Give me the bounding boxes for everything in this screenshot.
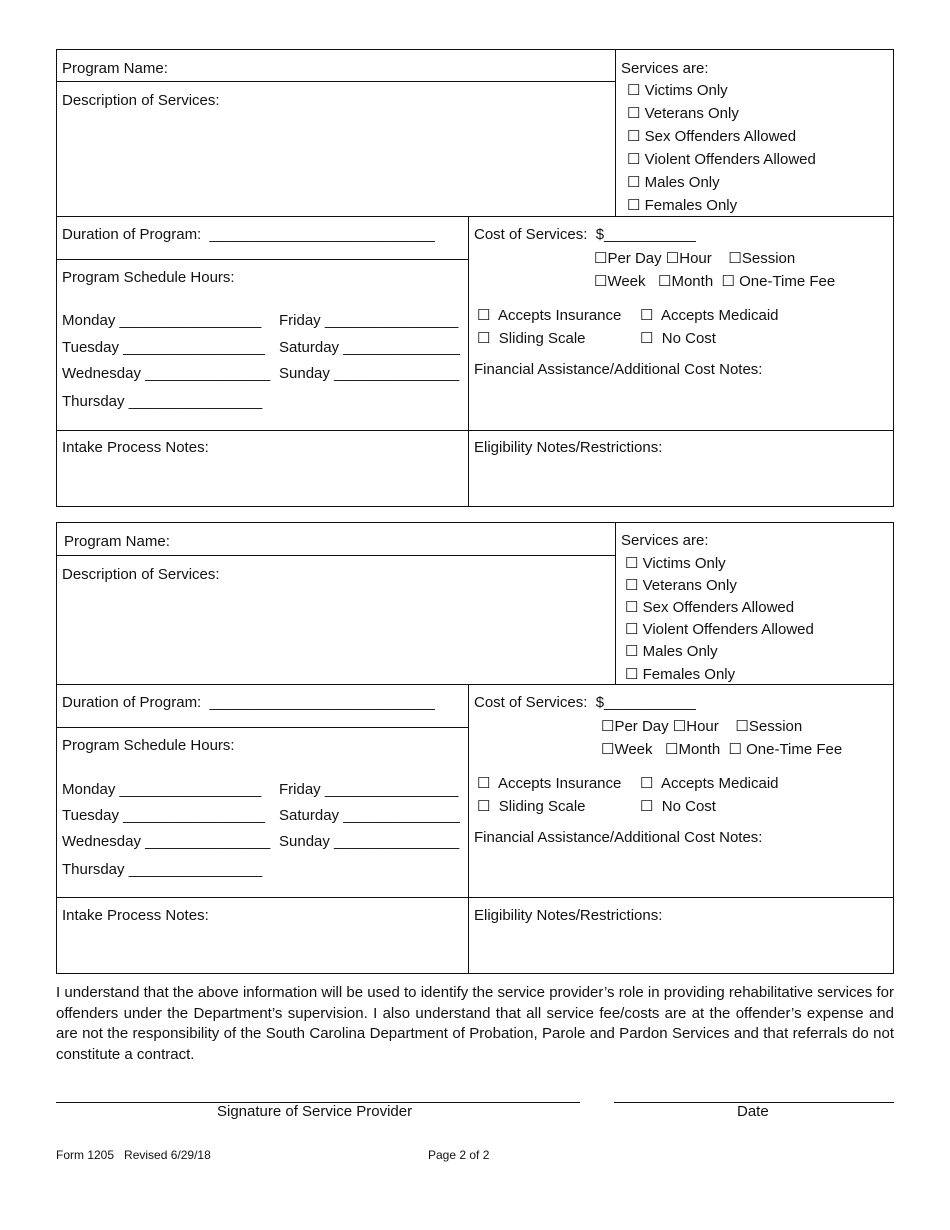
thursday-field[interactable]: Thursday ________________ [62, 393, 263, 410]
services-are-label: Services are: [621, 532, 709, 549]
thursday-field[interactable]: Thursday ________________ [62, 861, 263, 878]
checkbox-accepts-insurance[interactable]: ☐ Accepts Insurance [477, 775, 622, 792]
page-number: Page 2 of 2 [428, 1148, 490, 1162]
checkbox-sex-offenders[interactable]: ☐ Sex Offenders Allowed [627, 128, 797, 145]
cost-field[interactable]: Cost of Services: $___________ [474, 226, 696, 243]
program-name-label: Program Name: [64, 533, 170, 550]
divider [57, 430, 893, 431]
cost-units-row-2[interactable]: ☐Week ☐Month ☐ One-Time Fee [594, 273, 836, 290]
monday-field[interactable]: Monday _________________ [62, 781, 262, 798]
form-number: Form 1205 Revised 6/29/18 [56, 1148, 211, 1162]
monday-field[interactable]: Monday _________________ [62, 312, 262, 329]
intake-notes-label: Intake Process Notes: [62, 907, 209, 924]
tuesday-field[interactable]: Tuesday _________________ [62, 807, 265, 824]
divider [57, 897, 893, 898]
financial-notes-label: Financial Assistance/Additional Cost Notes: [474, 361, 763, 378]
divider [57, 81, 615, 82]
wednesday-field[interactable]: Wednesday _______________ [62, 833, 271, 850]
checkbox-no-cost[interactable]: ☐ No Cost [640, 330, 716, 347]
cost-units-row-2[interactable]: ☐Week ☐Month ☐ One-Time Fee [601, 741, 843, 758]
wednesday-field[interactable]: Wednesday _______________ [62, 365, 271, 382]
checkbox-violent-offenders[interactable]: ☐ Violent Offenders Allowed [627, 151, 816, 168]
checkbox-sex-offenders[interactable]: ☐ Sex Offenders Allowed [625, 599, 795, 616]
saturday-field[interactable]: Saturday ______________ [279, 807, 460, 824]
divider [57, 259, 468, 260]
acknowledgement-statement: I understand that the above information will be used to identify the service provider’s role in providing rehabilitative services for offenders under the Department’s supervision. I also understand that all service fee/costs are at the offender’s expense and are not the responsibility of the South Carolina Department of Probation, Parole and Pardon Services and that referrals do not constitute a contract. [56, 984, 894, 1063]
friday-field[interactable]: Friday ________________ [279, 312, 459, 329]
checkbox-victims-only[interactable]: ☐ Victims Only [625, 555, 726, 572]
eligibility-notes-label: Eligibility Notes/Restrictions: [474, 907, 663, 924]
divider [57, 684, 893, 685]
cost-units-row-1[interactable]: ☐Per Day ☐Hour ☐Session [601, 718, 803, 735]
services-are-label: Services are: [621, 60, 709, 77]
checkbox-females-only[interactable]: ☐ Females Only [627, 197, 738, 214]
checkbox-males-only[interactable]: ☐ Males Only [625, 643, 718, 660]
sunday-field[interactable]: Sunday _______________ [279, 365, 460, 382]
date-label: Date [737, 1103, 769, 1120]
eligibility-notes-label: Eligibility Notes/Restrictions: [474, 439, 663, 456]
schedule-label: Program Schedule Hours: [62, 269, 235, 286]
divider [615, 523, 616, 684]
checkbox-no-cost[interactable]: ☐ No Cost [640, 798, 716, 815]
divider [615, 50, 616, 216]
description-label: Description of Services: [62, 566, 220, 583]
program-form-2 [56, 522, 894, 974]
sunday-field[interactable]: Sunday _______________ [279, 833, 460, 850]
divider [57, 216, 893, 217]
checkbox-sliding-scale[interactable]: ☐ Sliding Scale [477, 798, 586, 815]
divider [57, 727, 468, 728]
duration-field[interactable]: Duration of Program: ___________________________ [62, 226, 435, 243]
financial-notes-label: Financial Assistance/Additional Cost Notes: [474, 829, 763, 846]
description-label: Description of Services: [62, 92, 220, 109]
divider [468, 216, 469, 506]
checkbox-females-only[interactable]: ☐ Females Only [625, 666, 736, 683]
checkbox-violent-offenders[interactable]: ☐ Violent Offenders Allowed [625, 621, 814, 638]
schedule-label: Program Schedule Hours: [62, 737, 235, 754]
checkbox-males-only[interactable]: ☐ Males Only [627, 174, 720, 191]
cost-units-row-1[interactable]: ☐Per Day ☐Hour ☐Session [594, 250, 796, 267]
checkbox-accepts-medicaid[interactable]: ☐ Accepts Medicaid [640, 775, 779, 792]
checkbox-veterans-only[interactable]: ☐ Veterans Only [627, 105, 739, 122]
checkbox-sliding-scale[interactable]: ☐ Sliding Scale [477, 330, 586, 347]
duration-field[interactable]: Duration of Program: ___________________________ [62, 694, 435, 711]
divider [468, 684, 469, 973]
checkbox-veterans-only[interactable]: ☐ Veterans Only [625, 577, 737, 594]
saturday-field[interactable]: Saturday ______________ [279, 339, 460, 356]
program-name-label: Program Name: [62, 60, 168, 77]
cost-field[interactable]: Cost of Services: $___________ [474, 694, 696, 711]
friday-field[interactable]: Friday ________________ [279, 781, 459, 798]
checkbox-victims-only[interactable]: ☐ Victims Only [627, 82, 728, 99]
tuesday-field[interactable]: Tuesday _________________ [62, 339, 265, 356]
program-form-1 [56, 49, 894, 507]
checkbox-accepts-insurance[interactable]: ☐ Accepts Insurance [477, 307, 622, 324]
signature-label: Signature of Service Provider [217, 1103, 413, 1120]
divider [57, 555, 615, 556]
checkbox-accepts-medicaid[interactable]: ☐ Accepts Medicaid [640, 307, 779, 324]
intake-notes-label: Intake Process Notes: [62, 439, 209, 456]
